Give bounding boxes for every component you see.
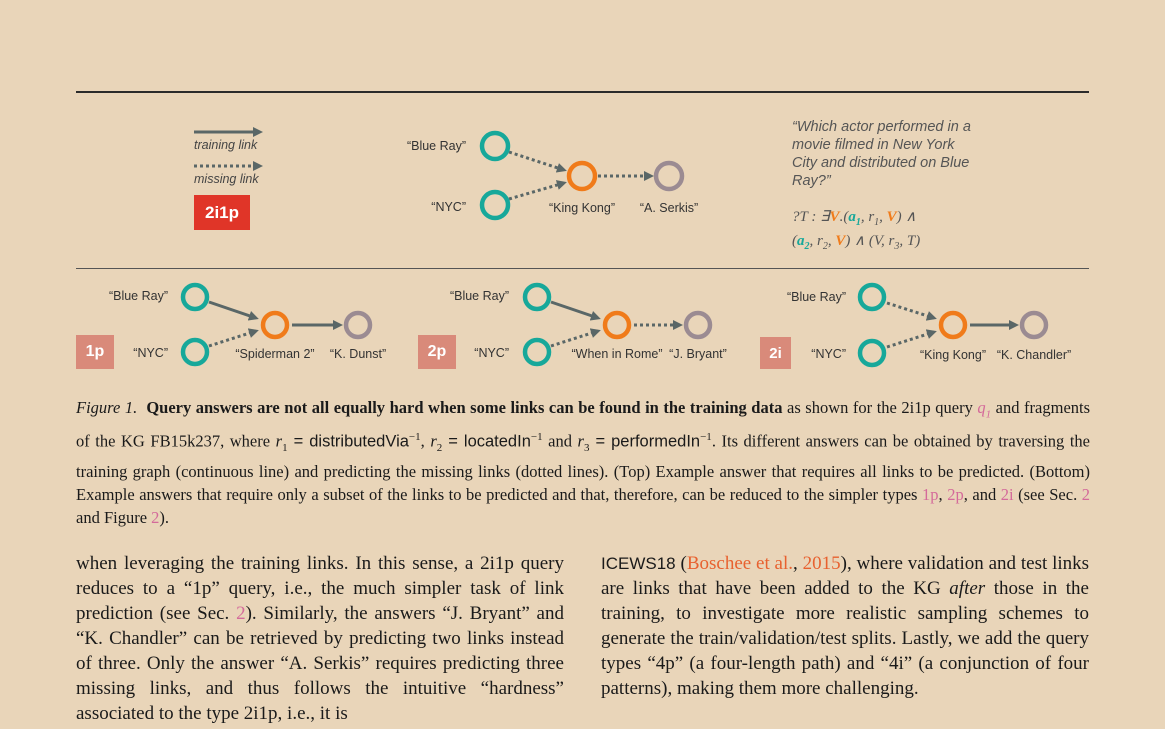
- g1-node-answer: [346, 313, 370, 337]
- top-edge-nyc-kingkong: [509, 183, 564, 199]
- top-node-blueray: [482, 133, 508, 159]
- badge-2i1p: 2i1p: [194, 195, 250, 230]
- g3-node-mid: [941, 313, 965, 337]
- g2-label-answer: “J. Bryant”: [669, 347, 727, 361]
- citation-boschee[interactable]: Boschee et al.: [686, 553, 794, 574]
- g1-node-nyc: [183, 340, 207, 364]
- top-graph: [407, 133, 698, 218]
- legend: [194, 132, 260, 186]
- body-right-column: ICEWS18 (Boschee et al., 2015), where validation and test links are links that have been added to the KG after those in the training, to investigate more realistic sampling schemes to generate the train/validation/test splits. Lastly, we add the query types “4p” (a four-length path) and “4i” (a conjunction of four patterns), making them more challenging.: [601, 553, 1090, 699]
- g1-label-nyc: “NYC”: [133, 346, 168, 360]
- bottom-graph-1p: [109, 285, 386, 364]
- top-label-nyc: “NYC”: [431, 200, 466, 214]
- missing-link-label: missing link: [194, 172, 259, 186]
- link-1p[interactable]: 1p: [922, 485, 939, 505]
- link-2p[interactable]: 2p: [947, 485, 964, 505]
- badge-1p: 1p: [76, 335, 114, 369]
- g1-edge-nyc: [209, 331, 256, 346]
- g3-edge-blueray: [887, 303, 934, 318]
- g3-node-answer: [1022, 313, 1046, 337]
- top-edge-blueray-kingkong: [509, 152, 564, 170]
- top-node-kingkong: [569, 163, 595, 189]
- query-formula: ?T : $\exists V.(a_1$, $r_1$, V) ∧ ($a_2$, $r_2$, V) ∧ (V, $r_3$, T): [792, 209, 921, 252]
- top-label-blueray: “Blue Ray”: [406, 139, 466, 153]
- g2-label-mid: “When in Rome”: [571, 347, 663, 361]
- g1-edge-blueray: [209, 302, 256, 318]
- g2-node-mid: [605, 313, 629, 337]
- g2-label-nyc: “NYC”: [474, 346, 509, 360]
- bottom-graph-2i: [787, 285, 1071, 365]
- g3-label-answer: “K. Chandler”: [996, 348, 1072, 362]
- badge-2p: 2p: [418, 335, 456, 369]
- bottom-graph-2p: [450, 285, 727, 364]
- g3-node-nyc: [860, 341, 884, 365]
- g3-label-blueray: “Blue Ray”: [786, 290, 846, 304]
- g1-label-blueray: “Blue Ray”: [108, 289, 168, 303]
- g1-node-mid: [263, 313, 287, 337]
- g2-edge-blueray: [551, 302, 598, 318]
- query-question: “Which actor performed in a movie filmed in New York City and distributed on Blue Ray?”: [792, 119, 971, 189]
- g1-label-mid: “Spiderman 2”: [235, 347, 315, 361]
- g1-node-blueray: [183, 285, 207, 309]
- link-sec-2-body[interactable]: 2: [236, 603, 246, 624]
- g2-node-blueray: [525, 285, 549, 309]
- body-left-column: when leveraging the training links. In this sense, a 2i1p query reduces to a “1p” query, i.e., the much simpler task of link prediction (see Sec. 2). Similarly, the answers “J. Bryant” and “K. Chandler” can be retrieved by predicting two links instead of three. Only the answer “A. Serkis” requires predicting three missing links, and thus follows the intuitive “hardness” associated to the type 2i1p, i.e., it is: [76, 553, 564, 724]
- g3-edge-nyc: [887, 332, 934, 347]
- g3-label-nyc: “NYC”: [811, 347, 846, 361]
- link-figure-2[interactable]: 2: [151, 508, 160, 528]
- g3-label-mid: “King Kong”: [919, 348, 987, 362]
- top-node-serkis: [656, 163, 682, 189]
- g2-edge-nyc: [551, 331, 598, 346]
- g3-node-blueray: [860, 285, 884, 309]
- top-label-serkis: “A. Serkis”: [639, 201, 699, 215]
- training-link-label: training link: [194, 138, 258, 152]
- link-sec-2[interactable]: 2: [1081, 485, 1091, 505]
- figure-caption: Figure 1. Query answers are not all equally hard when some links can be found in the training data as shown for the 2i1p query $q_1$ and fragments of the KG FB15k237, where $r_1$ = distributedVia$^{-1}$, $r_2$ = locatedIn$^{-1}$ and $r_3$ = performedIn$^{-1}$. Its different answers can be obtained by traversing the training graph (continuous line) and predicting the missing links (dotted lines). (Top) Example answer that requires all links to be predicted. (Bottom) Example answers that require only a subset of the links to be predicted and that, therefore, can be reduced to the simpler types 1p, 2p, and 2i (see Sec. 2 and Figure 2).: [76, 398, 1091, 528]
- top-node-nyc: [482, 192, 508, 218]
- g2-node-answer: [686, 313, 710, 337]
- citation-year[interactable]: 2015: [802, 553, 841, 574]
- top-label-kingkong: “King Kong”: [548, 201, 616, 215]
- link-2i[interactable]: 2i: [1000, 485, 1014, 505]
- g1-label-answer: “K. Dunst”: [329, 347, 387, 361]
- g2-label-blueray: “Blue Ray”: [449, 289, 509, 303]
- g2-node-nyc: [525, 340, 549, 364]
- badge-2i: 2i: [760, 337, 791, 369]
